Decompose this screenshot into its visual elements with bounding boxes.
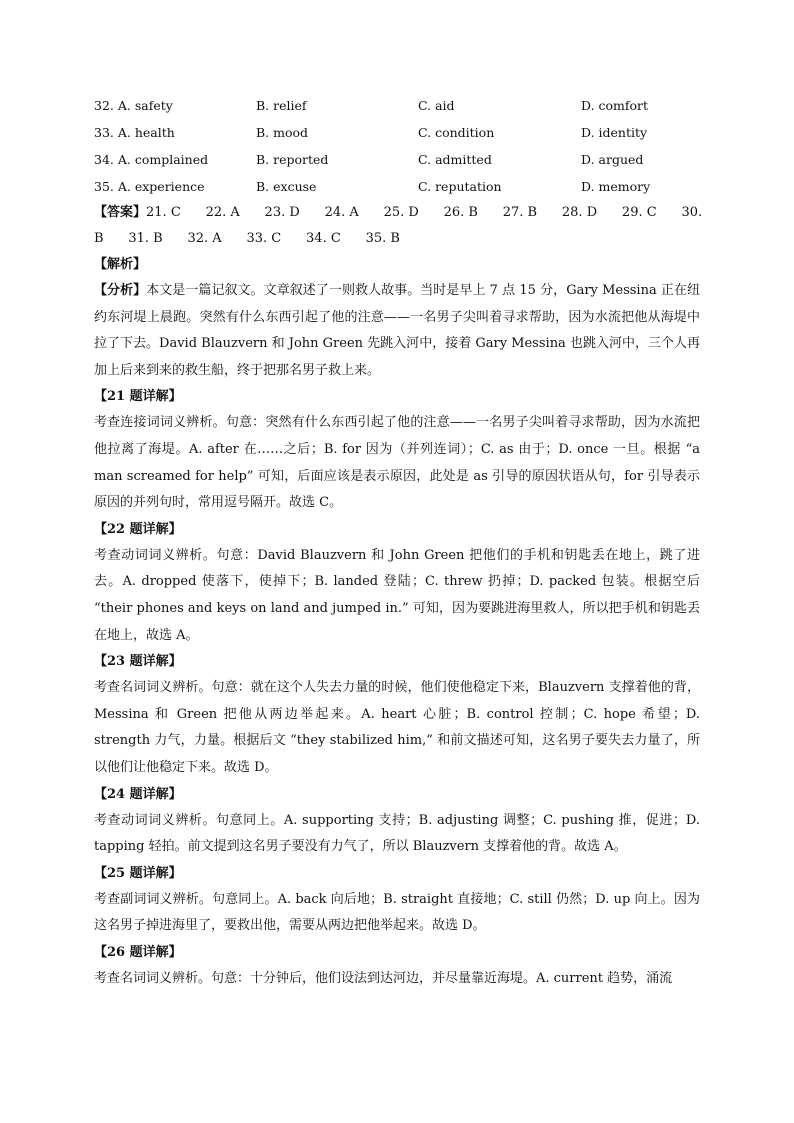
option-b: B. mood [256,125,309,140]
detail-heading-26: 【26 题详解】 [94,944,182,960]
option-row-35 [94,173,700,200]
option-a [94,125,256,140]
summary-text: 本文是一篇记叙文。文章叙述了一则救人故事。当时是早上 7 点 15 分，Gary Messina 正在纽约东河堤上晨跑。突然有什么东西引起了他的注意——一名男子尖叫着寻求帮助，因为水流把他从海堤中拉了下去。David Blauzvern 和 John Green 先跳入河中，接着 Gary Messina 也跳入河中，三个人再加上后来到来的救生船，终于把那名男子救上来。 [94,283,700,378]
option-d: D. argued [581,152,644,167]
detail-text-24: 考查动词词义辨析。句意同上。A. supporting 支持；B. adjusting 调整；C. pushing 推，促进；D. tapping 轻拍。前文提到这名男子要没有力气了，所以 Blauzvern 支撑着他的背。故选 A。 [94,812,700,855]
detail-heading-25: 【25 题详解】 [94,865,182,881]
option-row-34 [94,146,700,173]
detail-heading-24: 【24 题详解】 [94,786,182,802]
detail-heading-23: 【23 题详解】 [94,654,182,670]
options-list [94,92,700,200]
question-number: 32. [94,98,114,113]
detail-text-21: 考查连接词词义辨析。句意：突然有什么东西引起了他的注意——一名男子尖叫着寻求帮助，因为水流把他拉离了海堤。A. after 在……之后；B. for 因为（并列连词）；C. as 由于；D. once 一旦。根据 “a man screamed for help” 可知，后面应该是表示原因，此处是 as 引导的原因状语从句，for 引导表示原因的并列句时，常用逗号隔开。故选 C。 [94,415,700,511]
option-d: D. memory [581,179,651,194]
detail-heading-21: 【21 题详解】 [94,389,182,405]
option-a-text: A. complained [117,152,209,167]
summary-paragraph [94,278,700,384]
answer-block [94,200,703,252]
question-number: 33. [94,125,114,140]
detail-heading-22: 【22 题详解】 [94,521,182,537]
answer-line-1 [94,200,703,226]
option-a [94,179,256,194]
analysis-heading: 【解析】 [94,257,147,272]
answer-label: 【答案】 [94,205,147,220]
summary-label: 【分析】 [94,283,147,298]
option-b: B. excuse [256,179,317,194]
option-d: D. comfort [581,98,649,113]
question-number: 34. [94,152,114,167]
document-page [94,92,703,992]
option-d: D. identity [581,125,648,140]
option-c: C. aid [418,98,455,113]
detail-text-23: 考查名词词义辨析。句意：就在这个人失去力量的时候，他们使他稳定下来，Blauzvern 支撑着他的背，Messina 和 Green 把他从两边举起来。A. heart 心脏；B. control 控制；C. hope 希望；D. strength 力气，力量。根据后文 “they stabilized him,” 和前文描述可知，这名男子要失去力量了，所以他们让他稳定下来。故选 D。 [94,680,700,775]
option-row-32 [94,92,700,119]
option-b: B. relief [256,98,307,113]
option-a-text: A. safety [117,98,173,113]
option-a-text: A. health [117,125,175,140]
option-c: C. condition [418,125,495,140]
question-number: 35. [94,179,114,194]
detail-text-26: 考查名词词义辨析。句意：十分钟后，他们设法到达河边，并尽量靠近海堤。A. current 趋势，涌流 [94,970,673,986]
answer-line-2: B 31. B 32. A 33. C 34. C 35. B [94,231,400,246]
answer-keys-1: 21. C 22. A 23. D 24. A 25. D 26. B 27. B 28. D 29. C 30. [146,205,703,220]
option-a-text: A. experience [117,179,205,194]
detail-text-25: 考查副词词义辨析。句意同上。A. back 向后地；B. straight 直接地；C. still 仍然；D. up 向上。因为这名男子掉进海里了，要救出他，需要从两边把他举起来。故选 D。 [94,891,700,934]
option-row-33 [94,119,700,146]
detail-text-22: 考查动词词义辨析。句意：David Blauzvern 和 John Green 把他们的手机和钥匙丢在地上，跳了进去。A. dropped 使落下，使掉下；B. landed 登陆；C. threw 扔掉；D. packed 包装。根据空后 “their phones and keys on land and jumped in.” 可知，因为要跳进海里救人，所以把手机和钥匙丢在地上，故选 A。 [94,547,700,643]
option-c: C. admitted [418,152,492,167]
option-c: C. reputation [418,179,502,194]
option-a [94,152,256,167]
option-b: B. reported [256,152,329,167]
option-a [94,98,256,113]
